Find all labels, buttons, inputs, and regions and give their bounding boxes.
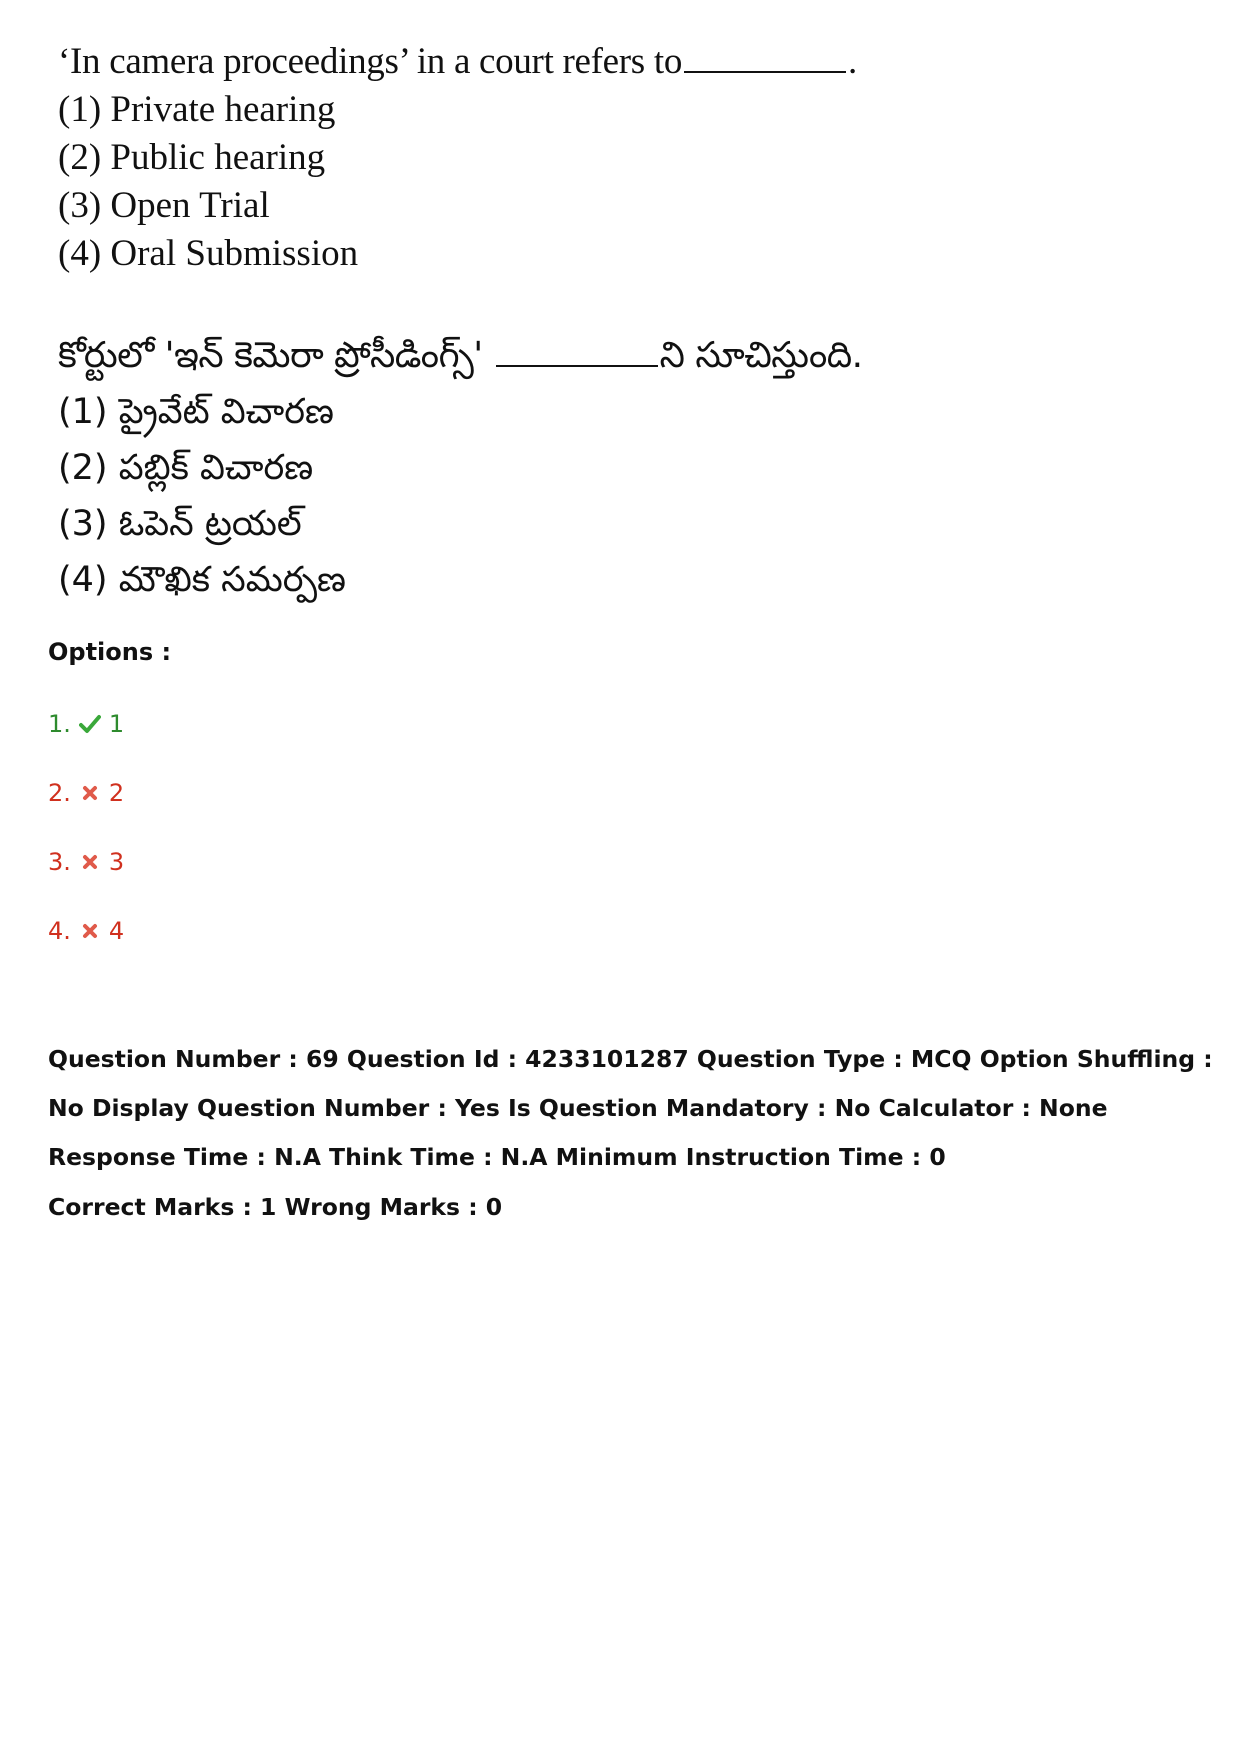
answer-value: 1 bbox=[108, 710, 125, 738]
answer-number: 1. bbox=[48, 710, 71, 738]
answer-value: 4 bbox=[108, 917, 125, 945]
stem-end: . bbox=[848, 41, 857, 82]
cross-icon bbox=[79, 782, 101, 804]
answer-number: 4. bbox=[48, 917, 71, 945]
question-stem-telugu bbox=[58, 328, 998, 384]
telugu-option-4: (4) మౌఖిక సమర్పణ bbox=[58, 560, 346, 600]
answer-option-4 bbox=[48, 917, 124, 945]
question-stem-english bbox=[58, 38, 958, 86]
cross-icon bbox=[79, 920, 101, 942]
answer-number: 2. bbox=[48, 779, 71, 807]
english-option-2: (2) Public hearing bbox=[58, 137, 326, 178]
telugu-option-3: (3) ఓపెన్ ట్రయల్ bbox=[58, 504, 302, 544]
cross-icon bbox=[79, 851, 101, 873]
marks-info: Correct Marks : 1 Wrong Marks : 0 bbox=[48, 1193, 503, 1221]
stem-text: ‘In camera proceedings’ in a court refers to bbox=[58, 41, 683, 82]
telugu-option-1: (1) ప్రైవేట్ విచారణ bbox=[58, 392, 334, 432]
answer-value: 2 bbox=[108, 779, 125, 807]
answer-option-2 bbox=[48, 779, 124, 807]
english-option-1: (1) Private hearing bbox=[58, 89, 336, 130]
stem-text-telugu: కోర్టులో 'ఇన్ కెమెరా ప్రోసీడింగ్స్' bbox=[58, 335, 494, 376]
answer-option-1 bbox=[48, 710, 124, 738]
question-telugu bbox=[58, 328, 998, 608]
question-english bbox=[58, 38, 958, 278]
english-option-4: (4) Oral Submission bbox=[58, 233, 359, 274]
question-metadata: Question Number : 69 Question Id : 4233101287 Question Type : MCQ Option Shuffling : No Display Question Number : Yes Is Question Mandatory : No Calculator : None Response Time : N.A Think Time : N.A Minimum Instruction Time : 0 bbox=[48, 1045, 1213, 1171]
answer-value: 3 bbox=[108, 848, 125, 876]
answer-blank-telugu bbox=[496, 335, 658, 367]
answer-blank bbox=[684, 41, 846, 73]
stem-end-telugu: ని సూచిస్తుంది. bbox=[659, 335, 863, 376]
telugu-option-2: (2) పబ్లిక్ విచారణ bbox=[58, 448, 314, 488]
english-option-3: (3) Open Trial bbox=[58, 185, 270, 226]
answer-option-3 bbox=[48, 848, 124, 876]
check-icon bbox=[79, 713, 101, 735]
answer-number: 3. bbox=[48, 848, 71, 876]
options-title: Options : bbox=[48, 638, 172, 666]
